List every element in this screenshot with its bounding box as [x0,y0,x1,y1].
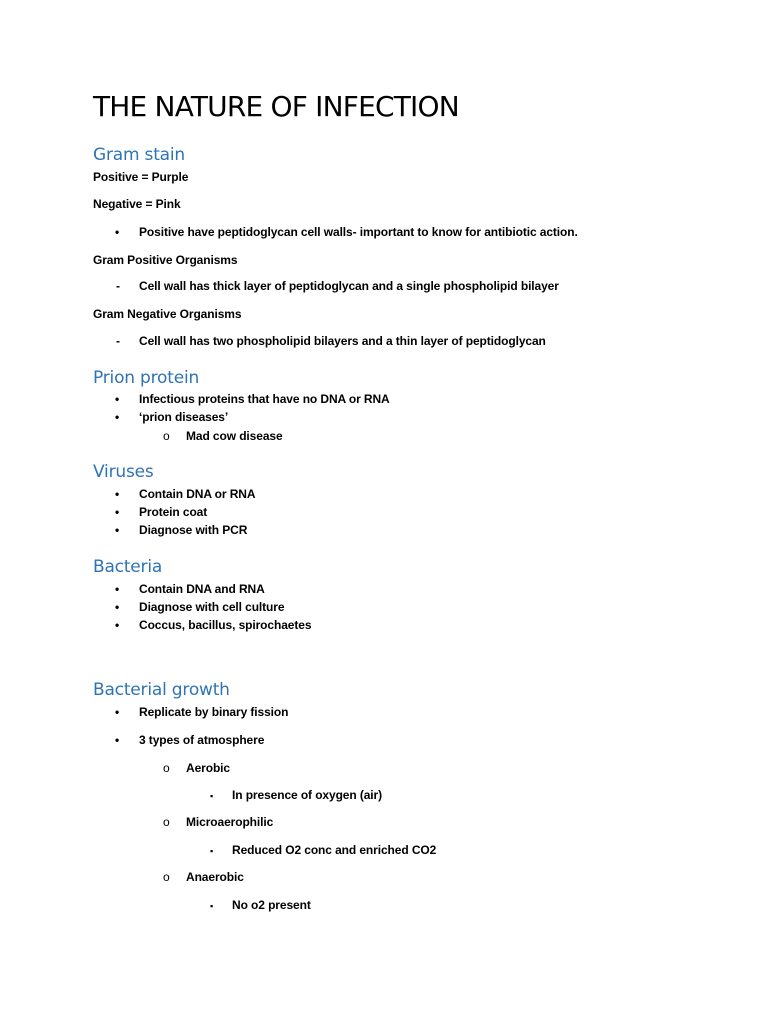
text-gram-negative-wall: Cell wall has two phospholipid bilayers and a thin layer of peptidoglycan [139,334,546,348]
bullet-dot-icon: • [115,523,120,537]
text-binary-fission: Replicate by binary fission [139,705,289,719]
text-mad-cow: Mad cow disease [186,429,283,443]
text-bacteria-item: Contain DNA and RNA [139,582,265,596]
bullet-dash-icon: - [116,279,120,293]
text-anaerobic-detail: No o2 present [232,898,311,912]
text-anaerobic: Anaerobic [186,870,244,884]
bullet-dot-icon: • [115,392,120,406]
text-bacteria-item: Coccus, bacillus, spirochaetes [139,618,312,632]
label-gram-negative: Gram Negative Organisms [93,307,242,321]
text-positive-walls: Positive have peptidoglycan cell walls- important to know for antibiotic action. [139,225,578,239]
bullet-dot-icon: • [115,600,120,614]
bullet-dot-icon: • [115,618,120,632]
heading-gram-stain: Gram stain [93,145,185,165]
text-virus-item: Diagnose with PCR [139,523,248,537]
bullet-dash-icon: - [116,334,120,348]
heading-viruses: Viruses [93,462,154,482]
bullet-circle-icon: o [163,815,170,829]
bullet-dot-icon: • [115,505,120,519]
bullet-dot-icon: • [115,705,120,719]
text-prion-item-1: Infectious proteins that have no DNA or RNA [139,392,390,406]
bullet-dot-icon: • [115,487,120,501]
bullet-circle-icon: o [163,870,170,884]
bullet-square-icon: ▪ [210,901,214,911]
bullet-dot-icon: • [115,225,120,239]
text-negative-pink: Negative = Pink [93,197,181,211]
heading-bacterial-growth: Bacterial growth [93,680,230,700]
text-aerobic: Aerobic [186,761,230,775]
bullet-circle-icon: o [163,429,170,443]
bullet-circle-icon: o [163,761,170,775]
text-virus-item: Contain DNA or RNA [139,487,256,501]
bullet-dot-icon: • [115,582,120,596]
text-microaerophilic: Microaerophilic [186,815,274,829]
heading-prion-protein: Prion protein [93,368,200,388]
label-gram-positive: Gram Positive Organisms [93,253,238,267]
heading-bacteria: Bacteria [93,557,163,577]
text-gram-positive-wall: Cell wall has thick layer of peptidoglycan and a single phospholipid bilayer [139,279,559,293]
bullet-square-icon: ▪ [210,846,214,856]
text-bacteria-item: Diagnose with cell culture [139,600,285,614]
text-prion-item-2: ‘prion diseases’ [139,410,229,424]
text-positive-purple: Positive = Purple [93,170,189,184]
bullet-square-icon: ▪ [210,791,214,801]
bullet-dot-icon: • [115,410,120,424]
text-virus-item: Protein coat [139,505,208,519]
page-title: THE NATURE OF INFECTION [93,90,459,123]
text-microaerophilic-detail: Reduced O2 conc and enriched CO2 [232,843,437,857]
text-atmosphere-types: 3 types of atmosphere [139,733,265,747]
bullet-dot-icon: • [115,733,120,747]
text-aerobic-detail: In presence of oxygen (air) [232,788,383,802]
